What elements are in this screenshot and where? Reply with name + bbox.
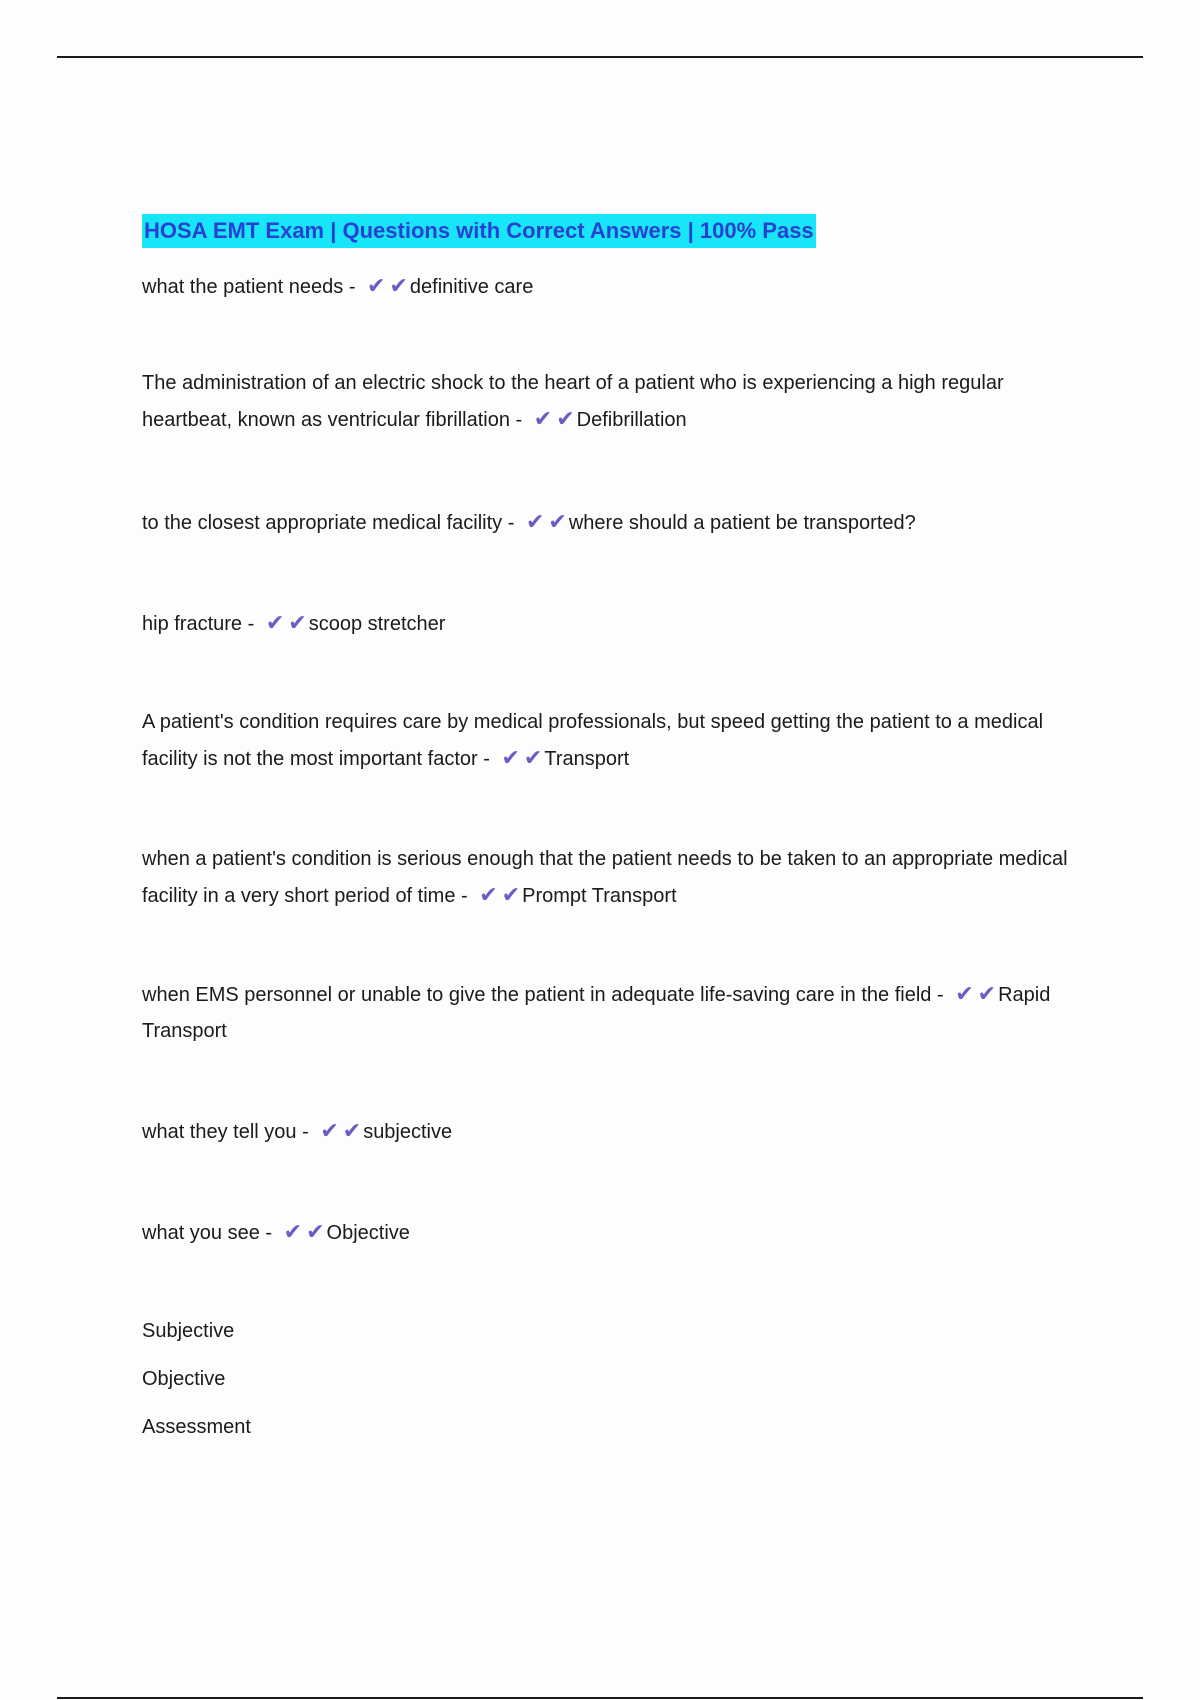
document-title: HOSA EMT Exam | Questions with Correct Answers | 100% Pass — [142, 214, 816, 248]
question-text: The administration of an electric shock to the heart of a patient who is experiencing a high regular heartbeat, known as ventricular fibrillation - — [142, 372, 1004, 431]
check-icon: ✔ — [548, 509, 567, 534]
check-icon: ✔ — [525, 509, 545, 534]
check-marks — [532, 406, 577, 431]
check-marks — [318, 1118, 363, 1143]
question-text: to the closest appropriate medical facility - — [142, 512, 515, 534]
qa-item — [142, 605, 1072, 642]
check-icon: ✔ — [523, 745, 543, 770]
check-icon: ✔ — [556, 406, 575, 431]
answer-text: Rapid Transport — [142, 984, 1051, 1042]
qa-item — [142, 504, 1072, 541]
qa-item — [142, 268, 1072, 305]
list-item: Subjective — [142, 1320, 235, 1342]
check-icon: ✔ — [533, 406, 553, 431]
question-text: what the patient needs - — [142, 276, 356, 298]
list-item: Objective — [142, 1368, 226, 1390]
check-marks — [499, 745, 544, 770]
check-icon: ✔ — [288, 610, 307, 635]
qa-item — [142, 976, 1072, 1049]
qa-item — [142, 365, 1072, 438]
answer-text: definitive care — [409, 276, 534, 298]
question-text: A patient's condition requires care by medical professionals, but speed getting the patient to a medical facility is not the most important factor - — [142, 711, 1044, 770]
answer-text: Objective — [326, 1222, 410, 1244]
answer-text: scoop stretcher — [308, 613, 446, 635]
answer-text: where should a patient be transported? — [568, 512, 916, 534]
check-icon: ✔ — [283, 1219, 303, 1244]
check-icon: ✔ — [367, 273, 386, 298]
check-icon: ✔ — [977, 981, 997, 1006]
check-marks — [477, 882, 522, 907]
question-text: when EMS personnel or unable to give the patient in adequate life-saving care in the field - — [142, 984, 944, 1006]
check-icon: ✔ — [320, 1118, 339, 1143]
check-icon: ✔ — [501, 882, 521, 907]
check-marks — [282, 1219, 327, 1244]
check-icon: ✔ — [389, 273, 408, 298]
soap-list — [142, 1313, 1072, 1445]
check-icon: ✔ — [265, 610, 285, 635]
check-marks — [264, 610, 309, 635]
answer-text: Transport — [544, 748, 630, 770]
header-rule — [57, 56, 1143, 58]
answer-text: subjective — [363, 1121, 453, 1143]
question-text: when a patient's condition is serious enough that the patient needs to be taken to an appropriate medical facility in a very short period of time - — [142, 848, 1068, 907]
check-marks — [365, 273, 410, 298]
qa-item — [142, 1113, 1072, 1150]
check-icon: ✔ — [955, 981, 974, 1006]
document-body — [142, 214, 1072, 1445]
question-text: what they tell you - — [142, 1121, 309, 1143]
list-item: Assessment — [142, 1416, 251, 1438]
question-text: hip fracture - — [142, 613, 255, 635]
answer-text: Defibrillation — [576, 409, 687, 431]
check-icon: ✔ — [479, 882, 498, 907]
check-marks — [524, 509, 569, 534]
check-icon: ✔ — [342, 1118, 362, 1143]
check-icon: ✔ — [501, 745, 520, 770]
question-text: what you see - — [142, 1222, 273, 1244]
qa-item — [142, 704, 1072, 777]
qa-item — [142, 841, 1072, 914]
footer-rule — [57, 1697, 1143, 1699]
qa-item — [142, 1214, 1072, 1251]
check-marks — [953, 981, 998, 1006]
check-icon: ✔ — [306, 1219, 325, 1244]
answer-text: Prompt Transport — [522, 885, 677, 907]
